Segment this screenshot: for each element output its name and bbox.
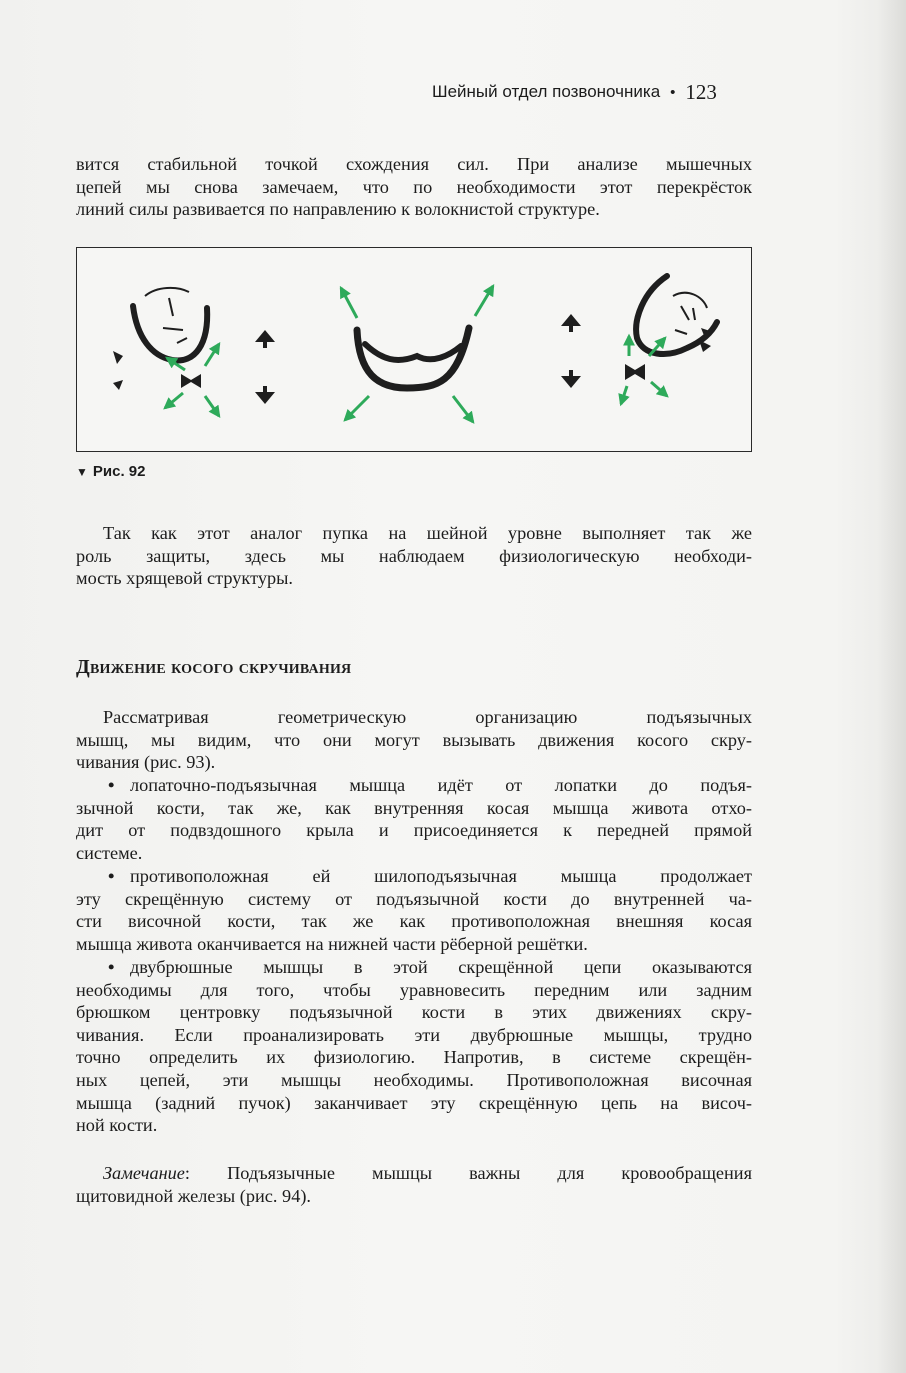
text-line: необходимы для того, чтобы уравновесить передним или задним — [76, 979, 752, 1000]
text-line: мышца (задний пучок) заканчивает эту скрещённую цепь на височ- — [76, 1092, 752, 1113]
caption-triangle-icon: ▼ — [76, 464, 88, 479]
note-text: : Подъязычные мышцы важны для кровообращения — [184, 1163, 752, 1183]
note-label: Замечание — [103, 1163, 185, 1183]
page-number: 123 — [685, 79, 717, 104]
bullet-item-1 — [76, 774, 752, 864]
text-line: сти височной кости, так же как противоположная внешняя косая — [76, 911, 752, 932]
figure-caption — [76, 463, 145, 480]
text-line: мышц, мы видим, что они могут вызывать движения косого скру- — [76, 729, 752, 750]
text-line: вится стабильной точкой схождения сил. При анализе мышечных — [76, 154, 752, 174]
text-line: цепей мы снова замечаем, что по необходимости этот перекрёсток — [76, 176, 752, 197]
text-line: дит от подвздошного крыла и присоединяется к передней прямой — [76, 820, 752, 841]
text-line: мость хрящевой структуры. — [76, 568, 293, 589]
text-line: линий силы развивается по направлению к волокнистой структуре. — [76, 199, 600, 220]
left-jaw-diagram — [113, 288, 219, 416]
text-line: Рассматривая геометрическую организацию подъязычных — [103, 707, 752, 727]
text-line — [76, 865, 752, 888]
caption-text: Рис. 92 — [92, 463, 146, 480]
bullet-item-2 — [76, 865, 752, 955]
text-line — [76, 956, 752, 979]
text-line: ных цепей, эти мышцы необходимы. Противоположная височная — [76, 1069, 752, 1090]
bullet-text: лопаточно-подъязычная мышца идёт от лопатки до подъя- — [130, 775, 752, 795]
page-edge-shadow — [878, 0, 906, 1373]
text-line: чивания. Если проанализировать эти двубрюшные мышцы, трудно — [76, 1024, 752, 1045]
text-line: роль защиты, здесь мы наблюдаем физиологическую необходи- — [76, 545, 752, 566]
text-line: системе. — [76, 842, 143, 863]
text-line: ной кости. — [76, 1115, 158, 1136]
after-figure-paragraph — [76, 522, 752, 590]
text-line: брюшком центровку подъязычной кости в этих движениях скру- — [76, 1002, 752, 1023]
text-line: чивания (рис. 93). — [76, 752, 216, 773]
figure-92 — [76, 247, 752, 452]
text-line: Так как этот аналог пупка на шейной уровне выполняет так же — [103, 523, 752, 543]
bullet-item-3 — [76, 956, 752, 1137]
bullet-text: противоположная ей шилоподъязычная мышца продолжает — [130, 866, 752, 886]
bullet-marker: • — [108, 957, 115, 977]
right-jaw-diagram — [621, 276, 717, 404]
intro-paragraph — [76, 153, 752, 221]
up-down-arrows-right — [561, 314, 581, 388]
text-line: точно определить их физиологию. Напротив, в системе скрещён- — [76, 1047, 752, 1068]
text-line — [76, 774, 752, 797]
text-line: мышца живота оканчивается на нижней части рёберной решётки. — [76, 933, 588, 954]
section-intro-paragraph — [76, 706, 752, 774]
text-line — [76, 1162, 752, 1185]
figure-92-illustration — [77, 248, 751, 451]
center-jaw-diagram — [341, 286, 493, 422]
text-line: щитовидной железы (рис. 94). — [76, 1185, 311, 1206]
header-separator: • — [670, 83, 676, 101]
section-heading: Движение косого скручивания — [76, 656, 352, 678]
text-line: зычной кости, так же, как внутренняя косая мышца живота отхо- — [76, 797, 752, 818]
bullet-marker: • — [108, 775, 115, 795]
running-title: Шейный отдел позвоночника — [432, 82, 661, 101]
up-down-arrows-left — [255, 330, 275, 404]
note-paragraph — [76, 1162, 752, 1207]
bullet-text: двубрюшные мышцы в этой скрещённой цепи оказываются — [130, 957, 752, 977]
bullet-marker: • — [108, 866, 115, 886]
running-header — [432, 78, 752, 106]
text-line: эту скрещённую систему от подъязычной кости до внутренней ча- — [76, 888, 752, 909]
